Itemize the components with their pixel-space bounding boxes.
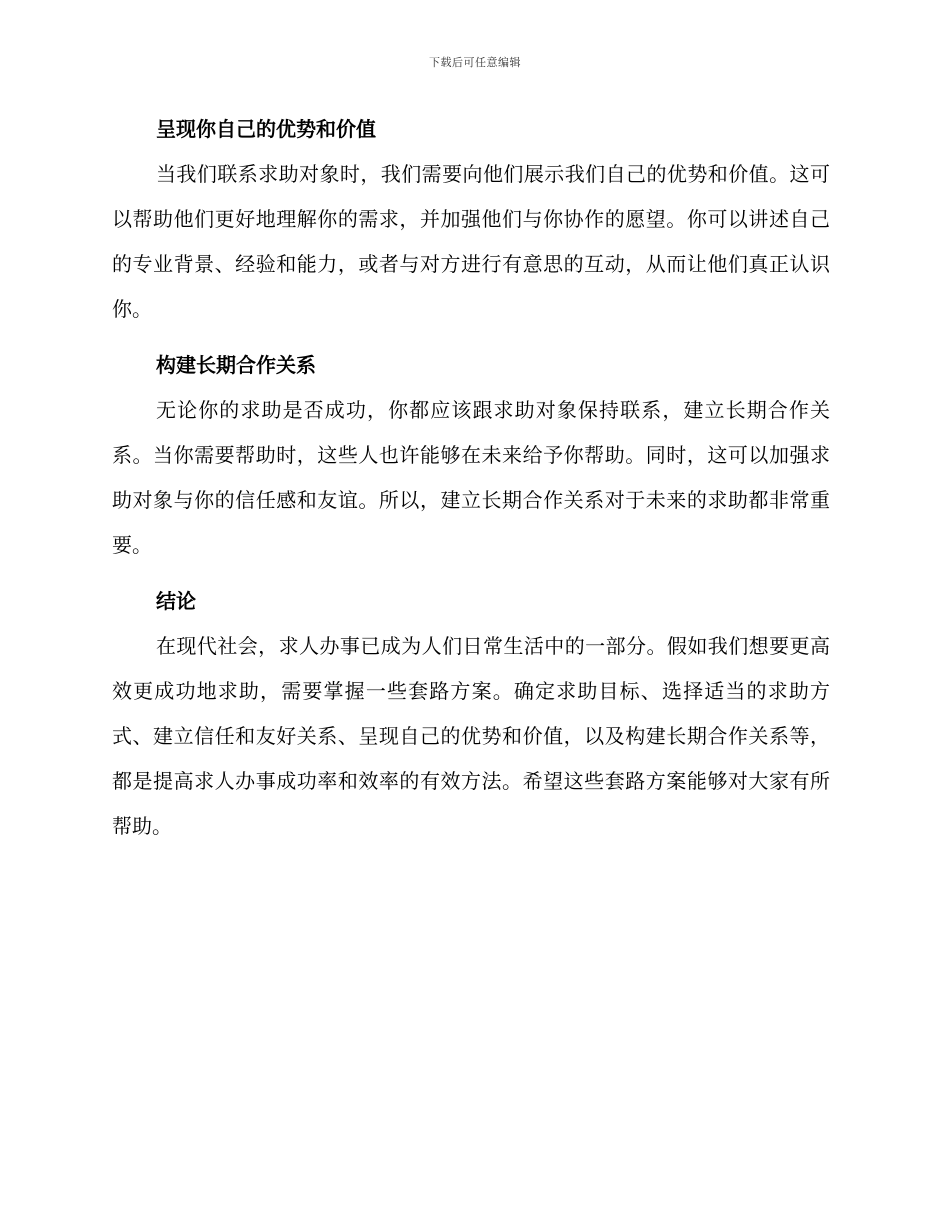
page-header: 下载后可任意编辑	[429, 56, 521, 69]
section-paragraph-partnership: 无论你的求助是否成功，你都应该跟求助对象保持联系，建立长期合作关系。当你需要帮助时，这些人也许能够在未来给予你帮助。同时，这可以加强求助对象与你的信任感和友谊。所以，建立长期合作关系对于未来的求助都非常重要。	[112, 398, 830, 557]
section-heading-conclusion: 结论	[156, 589, 196, 613]
section-paragraph-conclusion: 在现代社会，求人办事已成为人们日常生活中的一部分。假如我们想要更高效更成功地求助，需要掌握一些套路方案。确定求助目标、选择适当的求助方式、建立信任和友好关系、呈现自己的优势和价值，以及构建长期合作关系等，都是提高求人办事成功率和效率的有效方法。希望这些套路方案能够对大家有所帮助。	[112, 634, 830, 838]
section-paragraph-strengths: 当我们联系求助对象时，我们需要向他们展示我们自己的优势和价值。这可以帮助他们更好地理解你的需求，并加强他们与你协作的愿望。你可以讲述自己的专业背景、经验和能力，或者与对方进行有意思的互动，从而让他们真正认识你。	[112, 162, 830, 321]
section-heading-partnership: 构建长期合作关系	[156, 353, 316, 377]
section-heading-strengths: 呈现你自己的优势和价值	[156, 117, 376, 141]
document-body	[112, 108, 830, 849]
